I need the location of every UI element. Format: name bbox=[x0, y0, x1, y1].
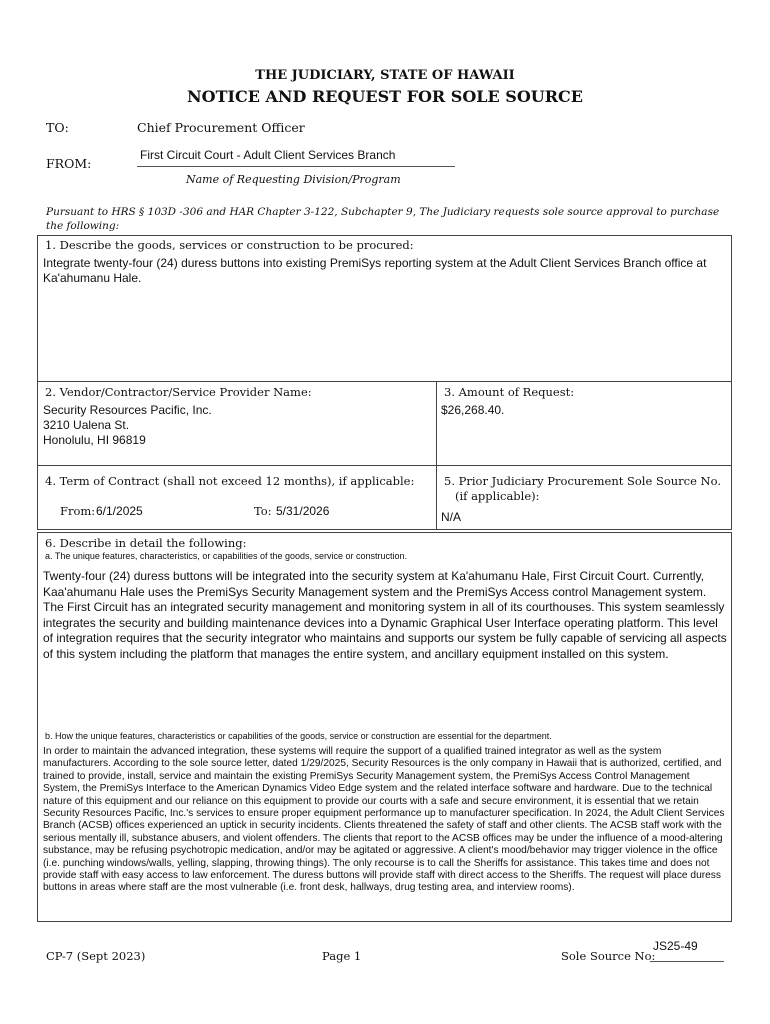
term-from-label: From: bbox=[60, 504, 96, 518]
section-2-box bbox=[37, 381, 437, 466]
section-6-box bbox=[37, 532, 732, 922]
section-1-value: Integrate twenty-four (24) duress buttons into existing PremiSys reporting system at the Adult Client Services Branch office at Ka'ahumanu Hale. bbox=[43, 256, 707, 285]
amount-value: $26,268.40. bbox=[441, 403, 505, 417]
section-3-label: 3. Amount of Request: bbox=[444, 385, 575, 399]
section-5-box bbox=[436, 465, 732, 530]
from-value: First Circuit Court - Adult Client Services Branch bbox=[140, 148, 396, 162]
intro-text: Pursuant to HRS § 103D -306 and HAR Chapter 3-122, Subchapter 9, The Judiciary requests sole source approval to purchase the following: bbox=[46, 206, 720, 232]
section-3-box bbox=[436, 381, 732, 466]
page-title: NOTICE AND REQUEST FOR SOLE SOURCE bbox=[187, 87, 583, 106]
prior-sole-source-value: N/A bbox=[441, 510, 462, 524]
sole-source-value: JS25-49 bbox=[653, 939, 698, 953]
vendor-name: Security Resources Pacific, Inc. bbox=[43, 403, 212, 417]
to-label: TO: bbox=[46, 120, 69, 135]
section-6b-text: In order to maintain the advanced integration, these systems will require the support of a qualified trained integrator as well as the system manufacturers. According to the sole source letter, dated 1/29/2025, Security Resources is the only company in Hawaii that is authorized, certified, and trained to provide, install, service and maintain the existing PremiSys Security Management system, the PremiSys Access Control Management System, the PremiSys Interface to the American Dynamics Video Edge system and the related interface software and hardware. Due to the technical nature of this equipment and our reliance on this equipment to provide our courts with a safe and secure environment, it is essential that we retain Security Resources Pacific, Inc.'s services to ensure proper equipment performance up to manufacturer specification. In 2024, the Adult Client Services Branch (ACSB) offices experienced an uptick in security incidents. Clients threatened the safety of staff and other clients. The ACSB staff work with the serious mentally ill, substance abusers, and violent offenders. The clients that report to the ACSB offices may be under the influence of a mood-altering substance, may be refusing psychotropic medication, and/or may be agitated or aggressive. A client's mood/behavior may trigger violence in the office (i.e. punching windows/walls, yelling, slapping, throwing things). The only recourse is to call the Sheriffs for assistance. This takes time and does not provide staff with easy access to law enforcement. The duress buttons will provide staff with direct access to the Sheriffs. The request will place duress buttons in areas where staff are the most vulnerable (i.e. front desk, hallways, drug testing area, and interview rooms). bbox=[43, 746, 725, 894]
section-1-label: 1. Describe the goods, services or construction to be procured: bbox=[45, 238, 414, 252]
sole-source-label: Sole Source No: bbox=[561, 949, 656, 963]
section-5-label-2: (if applicable): bbox=[455, 489, 540, 503]
term-from-value: 6/1/2025 bbox=[96, 504, 143, 518]
from-label: FROM: bbox=[46, 156, 92, 171]
section-4-box bbox=[37, 465, 437, 530]
page-number: Page 1 bbox=[322, 949, 362, 963]
section-4-label: 4. Term of Contract (shall not exceed 12 months), if applicable: bbox=[45, 474, 415, 488]
from-caption: Name of Requesting Division/Program bbox=[186, 173, 401, 186]
section-6-label: 6. Describe in detail the following: bbox=[45, 536, 247, 550]
form-id: CP-7 (Sept 2023) bbox=[46, 949, 146, 963]
section-1-box bbox=[37, 235, 732, 382]
sole-source-line bbox=[650, 961, 724, 962]
section-5-label: 5. Prior Judiciary Procurement Sole Source No. bbox=[444, 474, 721, 488]
to-value: Chief Procurement Officer bbox=[137, 120, 305, 135]
section-6a-text: Twenty-four (24) duress buttons will be integrated into the security system at Ka'ahumanu Hale, First Circuit Court. Currently, Kaa'ahumanu Hale uses the PremiSys Security Management system and the PremiSys Access control Management system. The First Circuit has an integrated security management and monitoring system in all of its courthouses. This system seamlessly integrates the security and building maintenance devices into a Dynamic Graphical User Interface operating platform. This level of integration requires that the security integrator who maintains and supports our system be fully capable of servicing all aspects of this system including the platform that manages the entire system, and ancillary equipment installed on this system. bbox=[43, 569, 727, 661]
header-agency: THE JUDICIARY, STATE OF HAWAII bbox=[255, 68, 515, 83]
vendor-city: Honolulu, HI 96819 bbox=[43, 433, 146, 447]
section-2-label: 2. Vendor/Contractor/Service Provider Name: bbox=[45, 385, 312, 399]
vendor-street: 3210 Ualena St. bbox=[43, 418, 130, 432]
section-6a-label: a. The unique features, characteristics, or capabilities of the goods, service or construction. bbox=[45, 551, 408, 561]
term-to-label: To: bbox=[254, 504, 272, 518]
from-signature-line bbox=[137, 166, 455, 167]
term-to-value: 5/31/2026 bbox=[276, 504, 330, 518]
section-6b-label: b. How the unique features, characteristics or capabilities of the goods, service or construction are essential for the department. bbox=[45, 731, 552, 741]
